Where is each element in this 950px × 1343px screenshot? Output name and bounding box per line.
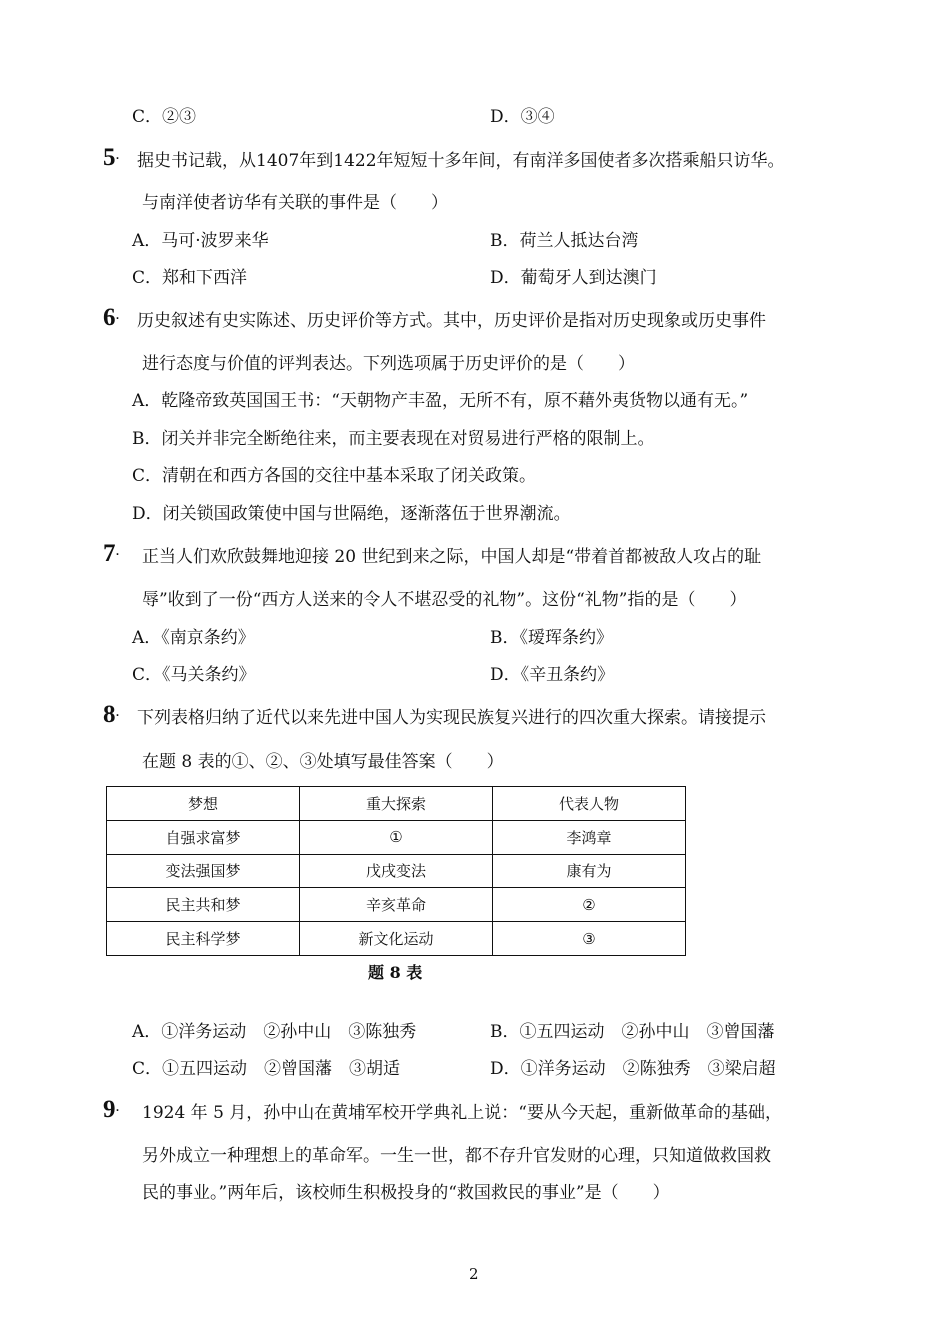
table-cell: 变法强国梦	[107, 854, 300, 888]
table-cell: 新文化运动	[300, 922, 493, 956]
q5-option-b: B．荷兰人抵达台湾	[490, 231, 639, 251]
q8-stem-line1: 下列表格归纳了近代以来先进中国人为实现民族复兴进行的四次重大探索。请接提示	[137, 708, 766, 728]
table-header-cell: 梦想	[107, 787, 300, 821]
q5-stem-line2: 与南洋使者访华有关联的事件是（ ）	[142, 193, 448, 213]
q9-stem-line2: 另外成立一种理想上的革命军。一生一世，都不存升官发财的心理，只知道做救国救	[142, 1146, 771, 1166]
q5-option-c: C．郑和下西洋	[132, 268, 248, 288]
table-row	[107, 888, 686, 922]
table-cell: 戊戌变法	[300, 854, 493, 888]
q7-number: 7·	[103, 540, 120, 567]
q6-option-a: A．乾隆帝致英国国王书：“天朝物产丰盈，无所不有，原不藉外夷货物以通有无。”	[132, 391, 749, 411]
table-cell: 自强求富梦	[107, 820, 300, 854]
q6-option-b: B．闭关并非完全断绝往来，而主要表现在对贸易进行严格的限制上。	[132, 429, 655, 449]
table-header-row	[107, 787, 686, 821]
q6-stem-line2: 进行态度与价值的评判表达。下列选项属于历史评价的是（ ）	[142, 354, 635, 374]
q6-number: 6·	[103, 304, 120, 331]
q4-option-c: C．②③	[132, 107, 197, 127]
q5-stem-line1: 据史书记载，从1407年到1422年短短十多年间，有南洋多国使者多次搭乘船只访华。	[137, 151, 785, 171]
page-number: 2	[469, 1265, 479, 1283]
q8-option-c: C．①五四运动 ②曾国藩 ③胡适	[132, 1059, 401, 1079]
q9-stem-line3: 民的事业。”两年后，该校师生积极投身的“救国救民的事业”是（ ）	[142, 1183, 670, 1203]
q8-table	[106, 786, 686, 956]
q8-option-d: D．①洋务运动 ②陈独秀 ③梁启超	[490, 1059, 776, 1079]
table-cell: 李鸿章	[493, 820, 686, 854]
table-cell: 康有为	[493, 854, 686, 888]
q6-stem-line1: 历史叙述有史实陈述、历史评价等方式。其中，历史评价是指对历史现象或历史事件	[137, 311, 766, 331]
table-cell: ③	[493, 922, 686, 956]
q4-option-d: D．③④	[490, 107, 555, 127]
q8-option-b: B．①五四运动 ②孙中山 ③曾国藩	[490, 1022, 775, 1042]
q9-number: 9·	[103, 1096, 120, 1123]
q7-option-a: A．《南京条约》	[132, 628, 255, 648]
q9-stem-line1: 1924 年 5 月，孙中山在黄埔军校开学典礼上说：“要从今天起，重新做革命的基础，	[142, 1103, 782, 1123]
q8-stem-line2: 在题 8 表的①、②、③处填写最佳答案（ ）	[142, 752, 504, 772]
table-cell: 辛亥革命	[300, 888, 493, 922]
q7-option-c: C．《马关条约》	[132, 665, 256, 685]
table-row	[107, 820, 686, 854]
q7-option-d: D．《辛丑条约》	[490, 665, 615, 685]
q7-stem-line1: 正当人们欢欣鼓舞地迎接 20 世纪到来之际，中国人却是“带着首都被敌人攻占的耻	[142, 547, 762, 567]
q8-number: 8·	[103, 701, 120, 728]
table-row	[107, 854, 686, 888]
table-cell: ②	[493, 888, 686, 922]
q6-option-d: D．闭关锁国政策使中国与世隔绝，逐渐落伍于世界潮流。	[132, 504, 571, 524]
q5-option-d: D．葡萄牙人到达澳门	[490, 268, 657, 288]
q5-option-a: A．马可·波罗来华	[132, 231, 269, 251]
table-header-cell: 重大探索	[300, 787, 493, 821]
table-header-cell: 代表人物	[493, 787, 686, 821]
table-cell: 民主科学梦	[107, 922, 300, 956]
q6-option-c: C．清朝在和西方各国的交往中基本采取了闭关政策。	[132, 466, 537, 486]
table-cell: ①	[300, 820, 493, 854]
q7-option-b: B．《瑷珲条约》	[490, 628, 613, 648]
table-row	[107, 922, 686, 956]
table-cell: 民主共和梦	[107, 888, 300, 922]
q5-number: 5·	[103, 144, 120, 171]
table-caption: 题 8 表	[368, 963, 423, 982]
q8-option-a: A．①洋务运动 ②孙中山 ③陈独秀	[132, 1022, 417, 1042]
q7-stem-line2: 辱”收到了一份“西方人送来的令人不堪忍受的礼物”。这份“礼物”指的是（ ）	[142, 590, 747, 610]
